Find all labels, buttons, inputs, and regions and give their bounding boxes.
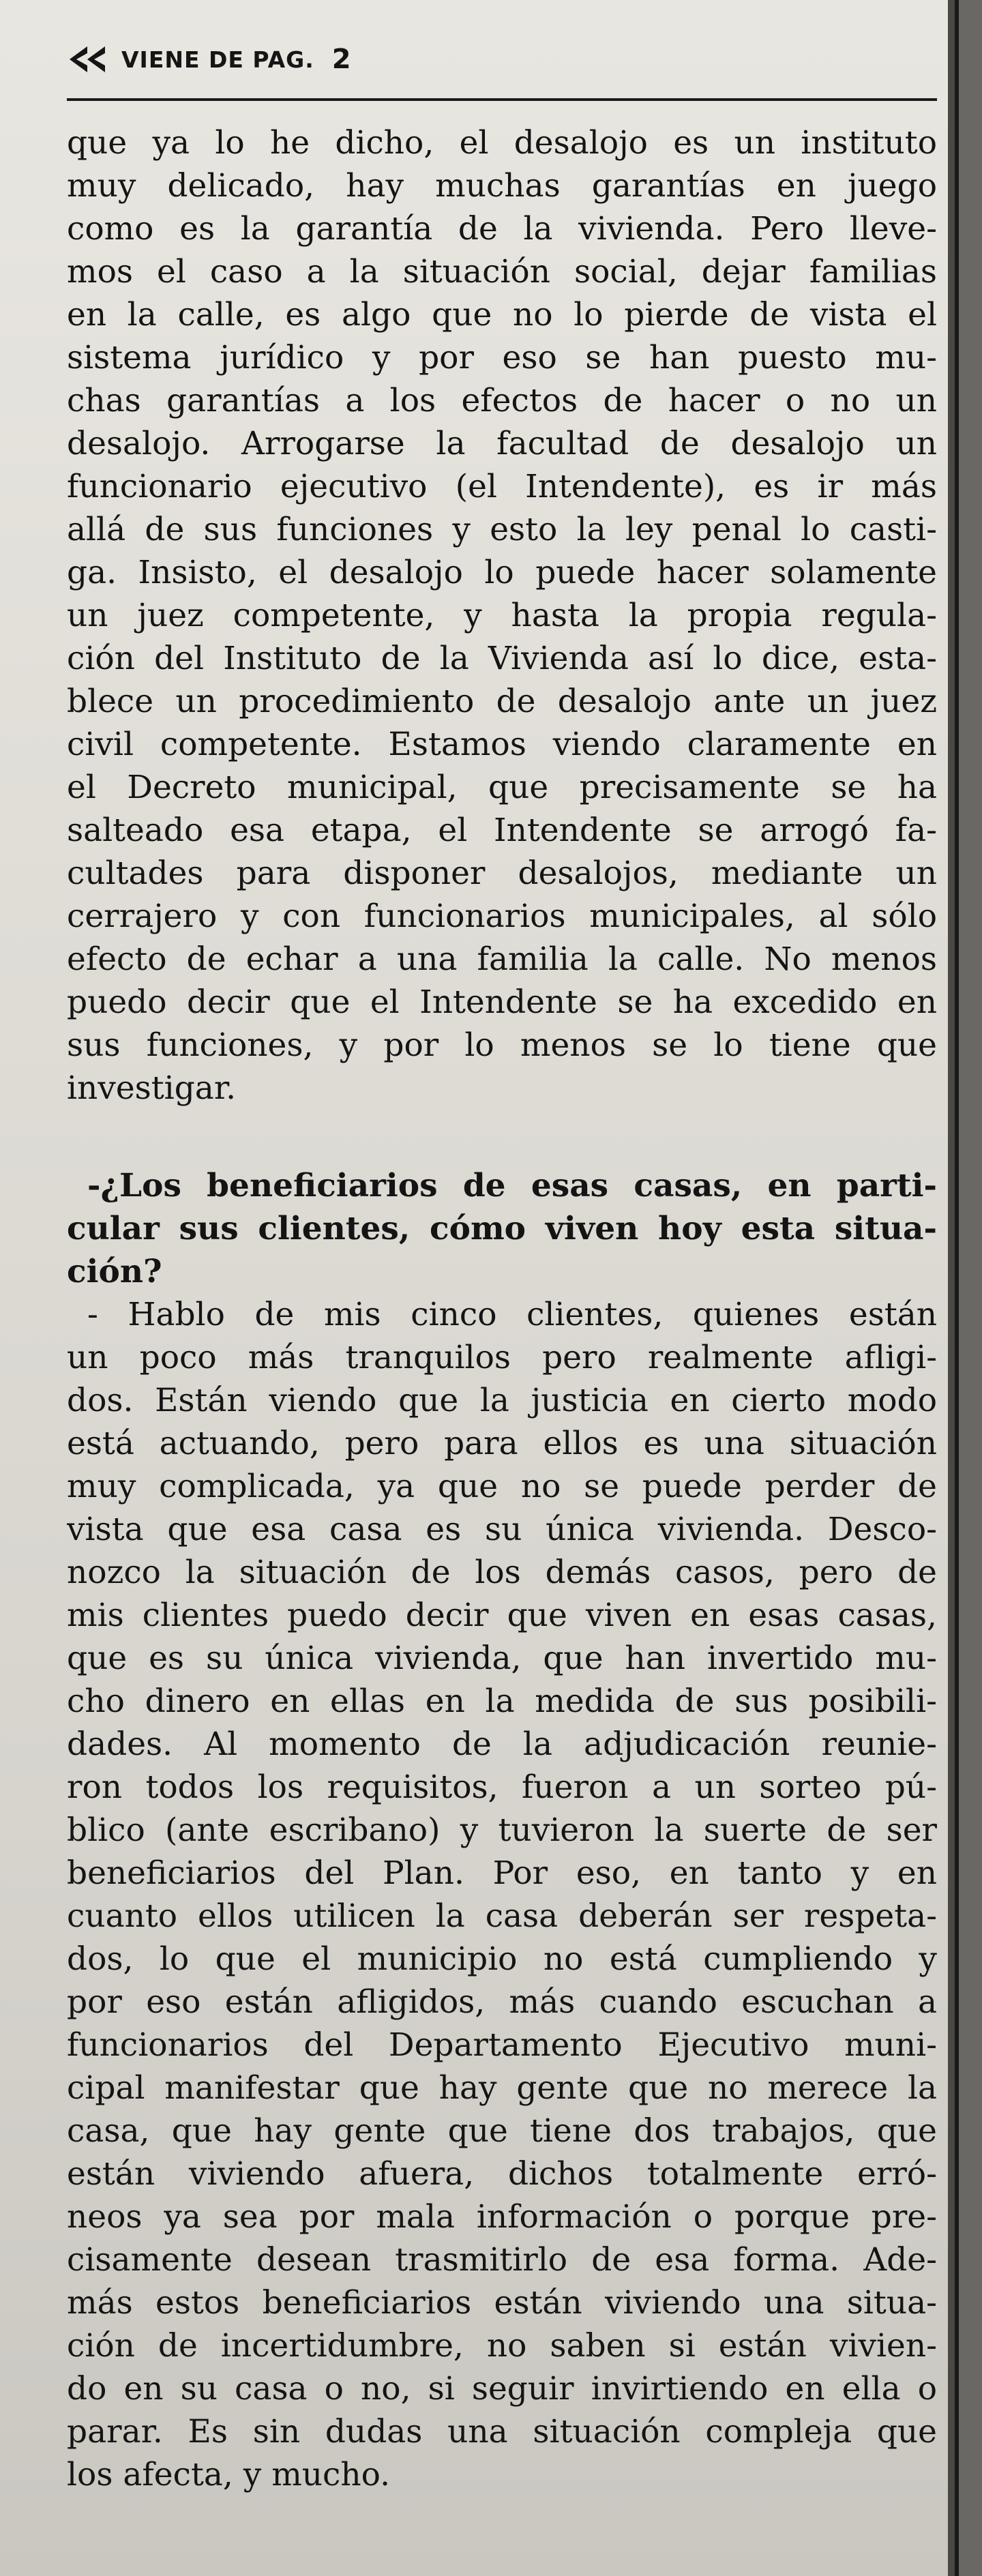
text-line: en la calle, es algo que no lo pierde de vista el	[67, 296, 937, 334]
text-line: parar. Es sin dudas una situación compleja que	[67, 2413, 937, 2451]
text-line: cipal manifestar que hay gente que no merece la	[67, 2069, 937, 2107]
continuation-label: VIENE DE PAG.	[121, 46, 314, 73]
text-line: que es su única vivienda, que han invertido mu-	[67, 1640, 937, 1677]
paragraph-1	[67, 121, 937, 1110]
text-line: ron todos los requisitos, fueron a un sorteo pú-	[67, 1768, 937, 1806]
text-line: cular sus clientes, cómo viven hoy esta situa-	[67, 1210, 937, 1247]
text-line: funcionarios del Departamento Ejecutivo muni-	[67, 2026, 937, 2064]
text-line: puedo decir que el Intendente se ha excedido en	[67, 983, 937, 1021]
text-line: civil competente. Estamos viendo claramente en	[67, 726, 937, 763]
text-line: dos. Están viendo que la justicia en cierto modo	[67, 1382, 937, 1419]
text-line: muy delicado, hay muchas garantías en juego	[67, 167, 937, 205]
text-line: do en su casa o no, si seguir invirtiendo en ella o	[67, 2370, 937, 2408]
continuation-header	[67, 35, 351, 83]
header-rule	[67, 98, 937, 101]
text-line: casa, que hay gente que tiene dos trabajos, que	[67, 2112, 937, 2150]
interview-question	[67, 1164, 937, 1293]
text-line: mis clientes puedo decir que viven en esas casas,	[67, 1597, 937, 1634]
text-line: el Decreto municipal, que precisamente se ha	[67, 769, 937, 806]
text-line: funcionario ejecutivo (el Intendente), es ir más	[67, 468, 937, 505]
text-line: está actuando, pero para ellos es una situación	[67, 1425, 937, 1462]
text-line: un juez competente, y hasta la propia regula-	[67, 597, 937, 634]
text-line: blico (ante escribano) y tuvieron la suerte de ser	[67, 1811, 937, 1849]
text-line: ga. Insisto, el desalojo lo puede hacer solamente	[67, 554, 937, 591]
text-line: cuanto ellos utilicen la casa deberán ser respeta-	[67, 1897, 937, 1935]
text-line: dades. Al momento de la adjudicación reunie-	[67, 1726, 937, 1763]
text-line: como es la garantía de la vivienda. Pero lleve-	[67, 210, 937, 248]
text-line: beneficiarios del Plan. Por eso, en tanto y en	[67, 1854, 937, 1892]
text-line: un poco más tranquilos pero realmente afligi-	[67, 1339, 937, 1376]
text-line: ción de incertidumbre, no saben si están vivien-	[67, 2327, 937, 2365]
text-line: investigar.	[67, 1069, 237, 1107]
text-line: mos el caso a la situación social, dejar familias	[67, 253, 937, 291]
text-line: los afecta, y mucho.	[67, 2456, 391, 2493]
text-line: neos ya sea por mala información o porque pre-	[67, 2198, 937, 2236]
text-line: más estos beneficiarios están viviendo una situa-	[67, 2284, 937, 2322]
text-line: allá de sus funciones y esto la ley penal lo casti-	[67, 511, 937, 548]
text-line: sus funciones, y por lo menos se lo tiene que	[67, 1026, 937, 1064]
page-edge	[959, 0, 982, 2576]
text-line: que ya lo he dicho, el desalojo es un instituto	[67, 124, 937, 162]
paragraph-gap	[67, 1110, 937, 1164]
text-line: blece un procedimiento de desalojo ante un juez	[67, 683, 937, 720]
text-line: desalojo. Arrogarse la facultad de desalojo un	[67, 425, 937, 462]
text-line: efecto de echar a una familia la calle. No menos	[67, 941, 937, 978]
text-line: -¿Los beneficiarios de esas casas, en parti-	[87, 1167, 937, 1204]
text-line: cisamente desean trasmitirlo de esa forma. Ade-	[67, 2241, 937, 2279]
paragraph-2	[67, 1293, 937, 2496]
text-line: vista que esa casa es su única vivienda. Desco-	[67, 1511, 937, 1548]
text-line: ción del Instituto de la Vivienda así lo dice, esta-	[67, 640, 937, 677]
text-line: - Hablo de mis cinco clientes, quienes están	[87, 1296, 937, 1333]
text-line: por eso están afligidos, más cuando escuchan a	[67, 1983, 937, 2021]
text-line: sistema jurídico y por eso se han puesto mu-	[67, 339, 937, 376]
continuation-page-number: 2	[331, 44, 351, 75]
text-line: cerrajero y con funcionarios municipales, al sólo	[67, 898, 937, 935]
text-line: salteado esa etapa, el Intendente se arrogó fa-	[67, 812, 937, 849]
text-line: dos, lo que el municipio no está cumpliendo y	[67, 1940, 937, 1978]
double-left-arrow-icon	[67, 44, 112, 75]
text-line: cultades para disponer desalojos, mediante un	[67, 855, 937, 892]
text-line: cho dinero en ellas en la medida de sus posibili-	[67, 1683, 937, 1720]
text-line: muy complicada, ya que no se puede perder de	[67, 1468, 937, 1505]
article-body	[67, 121, 937, 2496]
text-line: ción?	[67, 1253, 162, 1290]
text-line: están viviendo afuera, dichos totalmente erró-	[67, 2155, 937, 2193]
text-line: chas garantías a los efectos de hacer o no un	[67, 382, 937, 419]
text-line: nozco la situación de los demás casos, pero de	[67, 1554, 937, 1591]
